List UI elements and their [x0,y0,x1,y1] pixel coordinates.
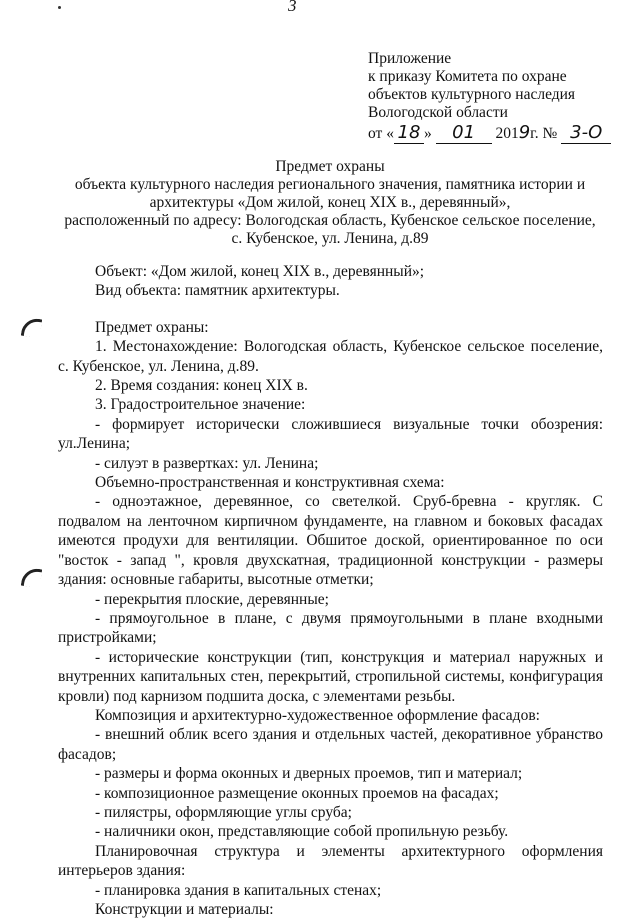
document-body [58,262,603,919]
paragraph: - формирует исторически сложившиеся визуальные точки обозрения: ул.Ленина; [58,415,603,453]
paragraph: Планировочная структура и элементы архитектурного оформления интерьеров здания: [58,842,603,880]
title-line: объекта культурного наследия регионального значения, памятника истории и [74,176,586,193]
title-heading: Предмет охраны [275,158,385,175]
paragraph: - одноэтажное, деревянное, со светелкой. Сруб-бревна - кругляк. С подвалом на ленточном кирпичном фундаменте, на главном и боковых фасадах имеются продухи для вентиляции. Обшитое доской, ориентированное по оси "восток - запад ", кровля двухскатная, традиционной конструкции - размеры здания: основные габариты, высотные отметки; [58,493,603,589]
appendix-line: объектов культурного наследия [368,86,576,103]
page-number: 3 [288,0,297,15]
object-name: Объект: «Дом жилой, конец XIX в., деревянный»; [95,263,425,280]
handwritten-day: 18 [394,122,424,144]
year-prefix: 201 [495,125,519,142]
paragraph: - наличники окон, представляющие собой пропильную резьбу. [95,823,509,841]
handwritten-month: 01 [436,122,492,144]
order-date-line [368,122,611,144]
paragraph: Конструкции и материалы: [95,901,274,918]
appendix-line: Вологодской области [368,104,508,121]
appendix-line: к приказу Комитета по охране [368,68,567,85]
paragraph: 2. Время создания: конец XIX в. [95,377,308,395]
date-quote: » [423,125,432,142]
date-prefix: от « [368,125,394,142]
paragraph: - пилястры, оформляющие углы сруба; [95,803,352,821]
handwritten-order-number: 3-О [561,122,611,144]
appendix-block [368,50,575,122]
paragraph: - внешний облик всего здания и отдельных частей, декоративное убранство фасадов; [58,726,603,763]
paragraph: - перекрытия плоские, деревянные; [95,590,329,608]
paragraph: Объемно-пространственная и конструктивная схема: [95,474,445,492]
paragraph: - силуэт в развертках: ул. Ленина; [95,454,319,472]
paragraph: 1. Местонахождение: Вологодская область, Кубенское сельское поселение, с. Кубенское, ул. Ленина, д.89. [58,338,603,375]
handwritten-year-digit: 9 [518,122,531,143]
scan-speck [58,6,61,9]
paragraph: Композиция и архитектурно-художественное оформление фасадов: [95,706,540,724]
title-line: с. Кубенское, ул. Ленина, д.89 [231,230,429,247]
title-line: расположенный по адресу: Вологодская область, Кубенское сельское поселение, [64,212,596,229]
paragraph: Предмет охраны: [95,318,209,336]
paragraph: - исторические конструкции (тип, конструкция и материал наружных и внутренних капитальных стен, перекрытий, стропильной системы, конфигурация кровли) под карнизом подшита доска, с элементами резьбы. [58,648,603,705]
paragraph: 3. Градостроительное значение: [95,396,306,414]
punch-hole-mark [21,317,42,338]
paragraph: - размеры и форма оконных и дверных проемов, тип и материал; [95,765,523,783]
paragraph: - композиционное размещение оконных проемов на фасадах; [95,784,499,802]
paragraph: - прямоугольное в плане, с двумя прямоугольными в плане входными пристройками; [58,609,603,647]
punch-hole-mark [21,567,42,588]
title-line: архитектуры «Дом жилой, конец XIX в., деревянный», [149,194,511,211]
object-type: Вид объекта: памятник архитектуры. [95,282,340,300]
paragraph: - планировка здания в капитальных стенах; [95,881,382,899]
document-title [40,158,620,248]
number-label: г. № [530,125,558,142]
appendix-line: Приложение [368,50,452,67]
